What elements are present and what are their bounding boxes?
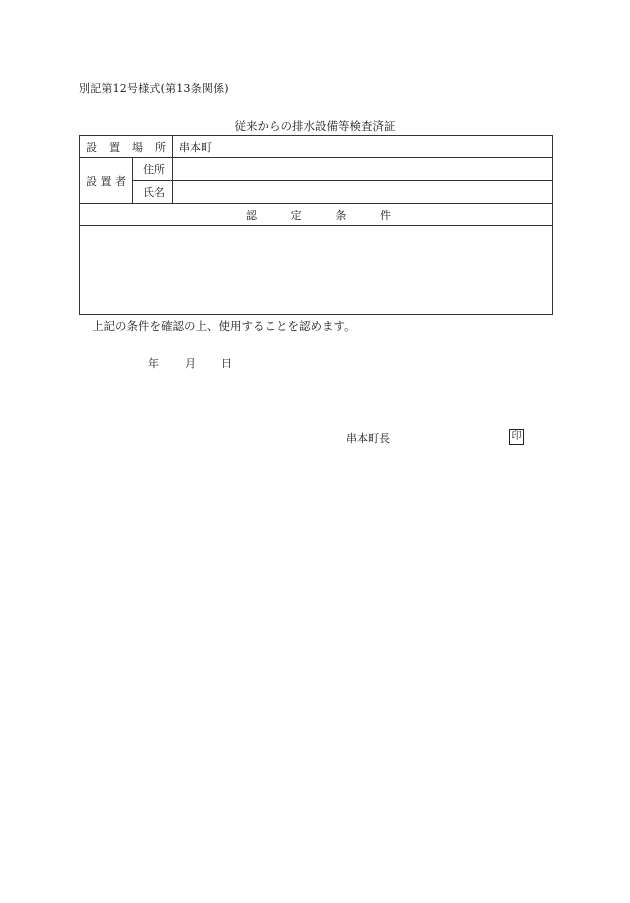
day-label: 日 [221,357,232,370]
location-row [80,136,553,158]
confirmation-text: 上記の条件を確認の上、使用することを認めます。 [92,319,356,333]
name-row [80,181,553,204]
address-row [80,158,553,181]
document-title: 従来からの排水設備等検査済証 [234,119,396,133]
seal-mark: 印 [509,429,524,445]
location-value[interactable]: 串本町 [173,136,553,158]
year-label: 年 [148,357,159,370]
issuer-name: 串本町長 [346,432,390,445]
conditions-header-row [80,204,553,226]
address-value[interactable] [173,158,553,181]
date-line [148,355,232,371]
conditions-value[interactable] [80,226,553,315]
form-number-label: 別記第12号様式(第13条関係) [79,82,229,95]
name-value[interactable] [173,181,553,204]
installer-label: 設 置 者 [80,158,133,204]
inspection-form-table [79,135,553,315]
address-label: 住 所 [133,158,173,181]
month-label: 月 [185,357,196,370]
name-label: 氏 名 [133,181,173,204]
conditions-label: 認 定 条 件 [80,204,553,226]
location-label: 設 置 場 所 [80,136,173,158]
conditions-row [80,226,553,315]
